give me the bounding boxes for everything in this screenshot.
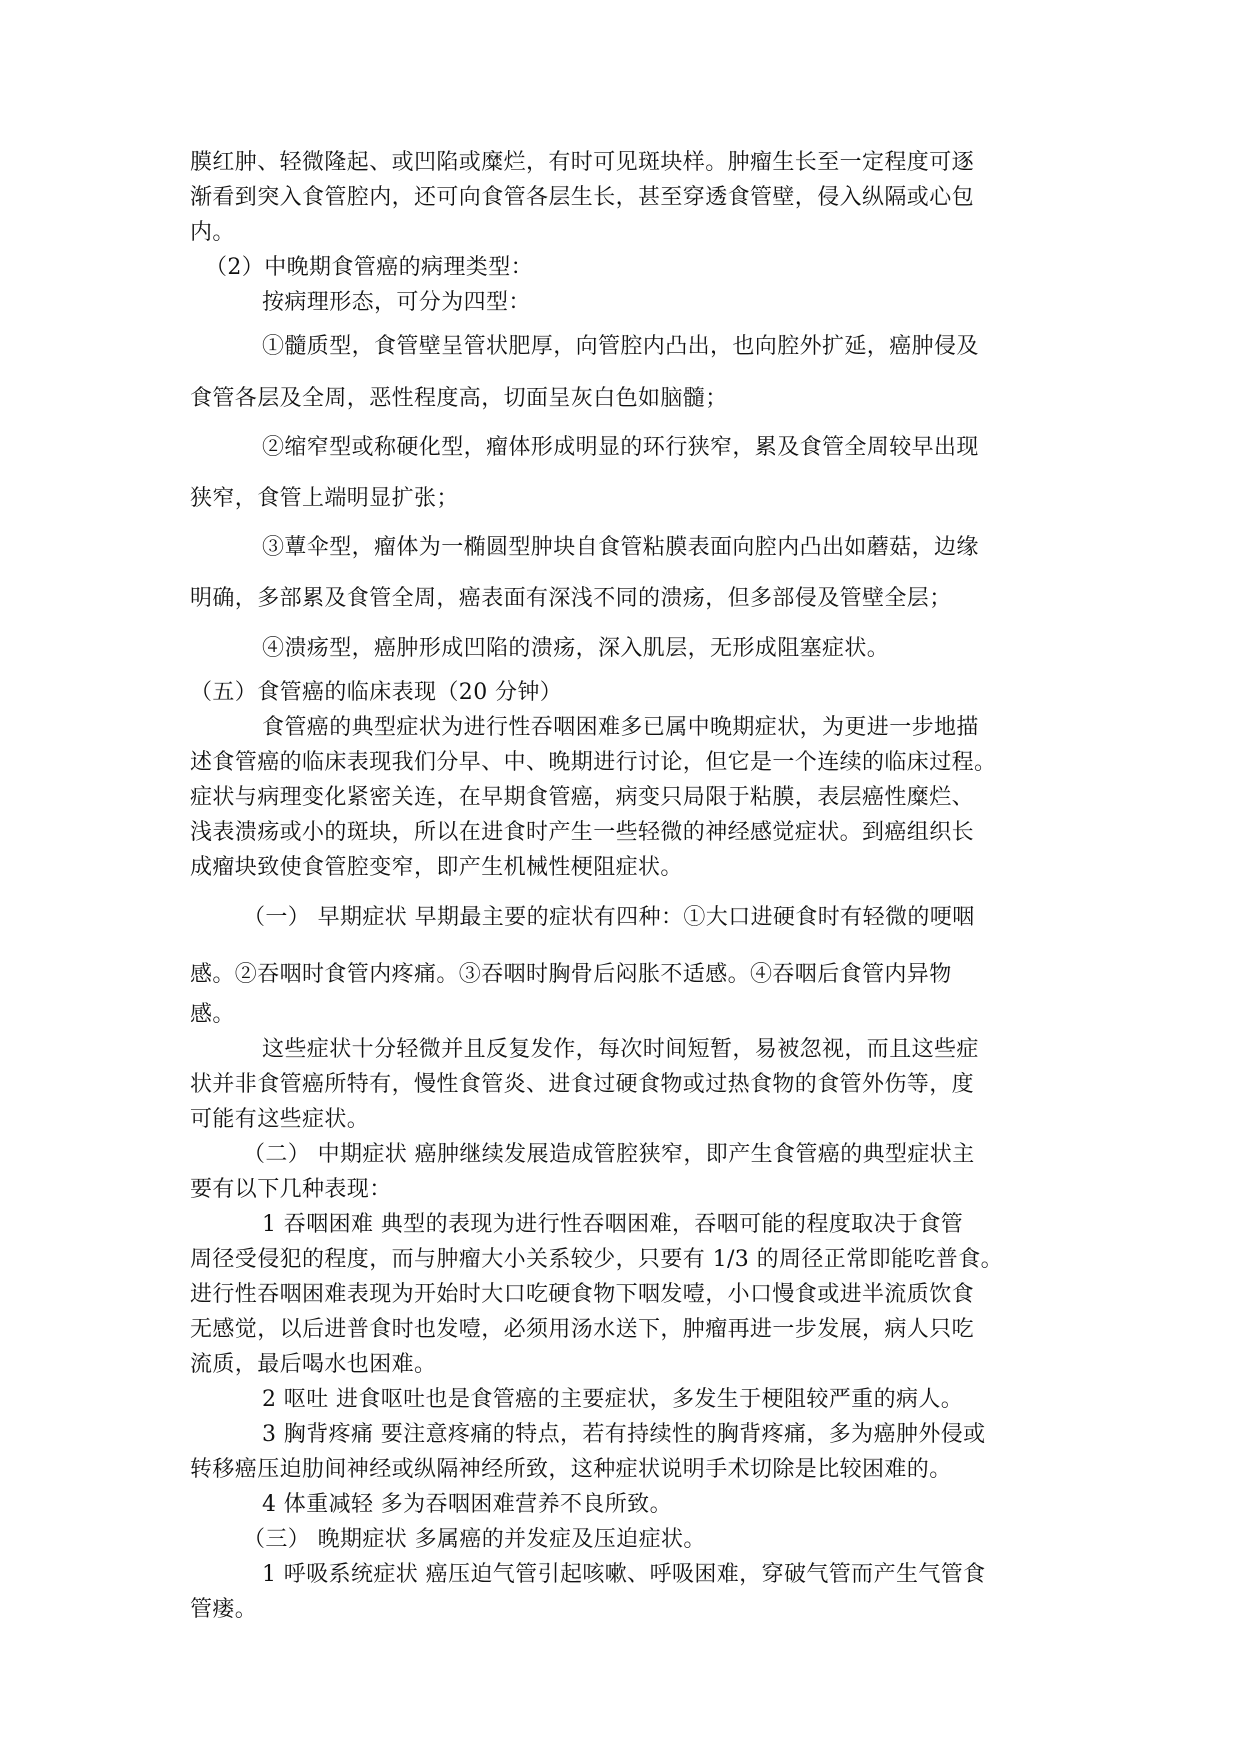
- text-line: 转移癌压迫肋间神经或纵隔神经所致，这种症状说明手术切除是比较困难的。: [190, 1457, 952, 1482]
- text-line: 狭窄，食管上端明显扩张；: [190, 486, 459, 511]
- text-line: 内。: [190, 220, 235, 245]
- subsection-heading: （一） 早期症状 早期最主要的症状有四种：①大口进硬食时有轻微的哽咽: [243, 905, 975, 930]
- text-line: ④溃疡型，癌肿形成凹陷的溃疡，深入肌层，无形成阻塞症状。: [262, 636, 890, 661]
- text-line: 管瘘。: [190, 1597, 258, 1622]
- text-line: 食管癌的典型症状为进行性吞咽困难多已属中晚期症状，为更进一步地描: [262, 715, 979, 740]
- text-line: 流质，最后喝水也困难。: [190, 1352, 437, 1377]
- text-line: 按病理形态，可分为四型：: [262, 290, 531, 315]
- text-line: 可能有这些症状。: [190, 1107, 370, 1132]
- text-line: 渐看到突入食管腔内，还可向食管各层生长，甚至穿透食管壁，侵入纵隔或心包: [190, 185, 975, 210]
- text-line: 3 胸背疼痛 要注意疼痛的特点，若有持续性的胸背疼痛，多为癌肿外侵或: [262, 1422, 986, 1447]
- subsection-heading: （2）中晚期食管癌的病理类型：: [205, 255, 533, 280]
- text-line: 1 吞咽困难 典型的表现为进行性吞咽困难，吞咽可能的程度取决于食管: [262, 1212, 964, 1237]
- text-line: 2 呕吐 进食呕吐也是食管癌的主要症状，多发生于梗阻较严重的病人。: [262, 1387, 964, 1412]
- text-line: 周径受侵犯的程度，而与肿瘤大小关系较少，只要有 1/3 的周径正常即能吃普食。: [190, 1247, 1003, 1272]
- text-line: 感。②吞咽时食管内疼痛。③吞咽时胸骨后闷胀不适感。④吞咽后食管内异物: [190, 962, 952, 987]
- subsection-heading: （三） 晚期症状 多属癌的并发症及压迫症状。: [243, 1527, 706, 1552]
- text-line: 要有以下几种表现：: [190, 1177, 392, 1202]
- subsection-heading: （二） 中期症状 癌肿继续发展造成管腔狭窄，即产生食管癌的典型症状主: [243, 1142, 975, 1167]
- text-line: 状并非食管癌所特有，慢性食管炎、进食过硬食物或过热食物的食管外伤等，度: [190, 1072, 975, 1097]
- text-line: ①髓质型，食管壁呈管状肥厚，向管腔内凸出，也向腔外扩延，癌肿侵及: [262, 334, 979, 359]
- text-line: 4 体重减轻 多为吞咽困难营养不良所致。: [262, 1492, 672, 1517]
- text-line: 进行性吞咽困难表现为开始时大口吃硬食物下咽发噎，小口慢食或进半流质饮食: [190, 1282, 975, 1307]
- text-line: 成瘤块致使食管腔变窄，即产生机械性梗阻症状。: [190, 855, 683, 880]
- text-line: 膜红肿、轻微隆起、或凹陷或糜烂，有时可见斑块样。肿瘤生长至一定程度可逐: [190, 150, 975, 175]
- text-line: ②缩窄型或称硬化型，瘤体形成明显的环行狭窄，累及食管全周较早出现: [262, 435, 979, 460]
- text-line: 症状与病理变化紧密关连，在早期食管癌，病变只局限于粘膜，表层癌性糜烂、: [190, 785, 975, 810]
- text-line: 1 呼吸系统症状 癌压迫气管引起咳嗽、呼吸困难，穿破气管而产生气管食: [262, 1562, 986, 1587]
- text-line: 浅表溃疡或小的斑块，所以在进食时产生一些轻微的神经感觉症状。到癌组织长: [190, 820, 975, 845]
- text-line: 明确，多部累及食管全周，癌表面有深浅不同的溃疡，但多部侵及管壁全层；: [190, 586, 952, 611]
- section-heading: （五）食管癌的临床表现（20 分钟）: [190, 680, 563, 705]
- text-line: 感。: [190, 1002, 235, 1027]
- text-line: 无感觉，以后进普食时也发噎，必须用汤水送下，肿瘤再进一步发展，病人只吃: [190, 1317, 975, 1342]
- text-line: 食管各层及全周，恶性程度高，切面呈灰白色如脑髓；: [190, 386, 728, 411]
- text-line: ③蕈伞型，瘤体为一椭圆型肿块自食管粘膜表面向腔内凸出如蘑菇，边缘: [262, 535, 979, 560]
- text-line: 这些症状十分轻微并且反复发作，每次时间短暂，易被忽视，而且这些症: [262, 1037, 979, 1062]
- text-line: 述食管癌的临床表现我们分早、中、晚期进行讨论，但它是一个连续的临床过程。: [190, 750, 997, 775]
